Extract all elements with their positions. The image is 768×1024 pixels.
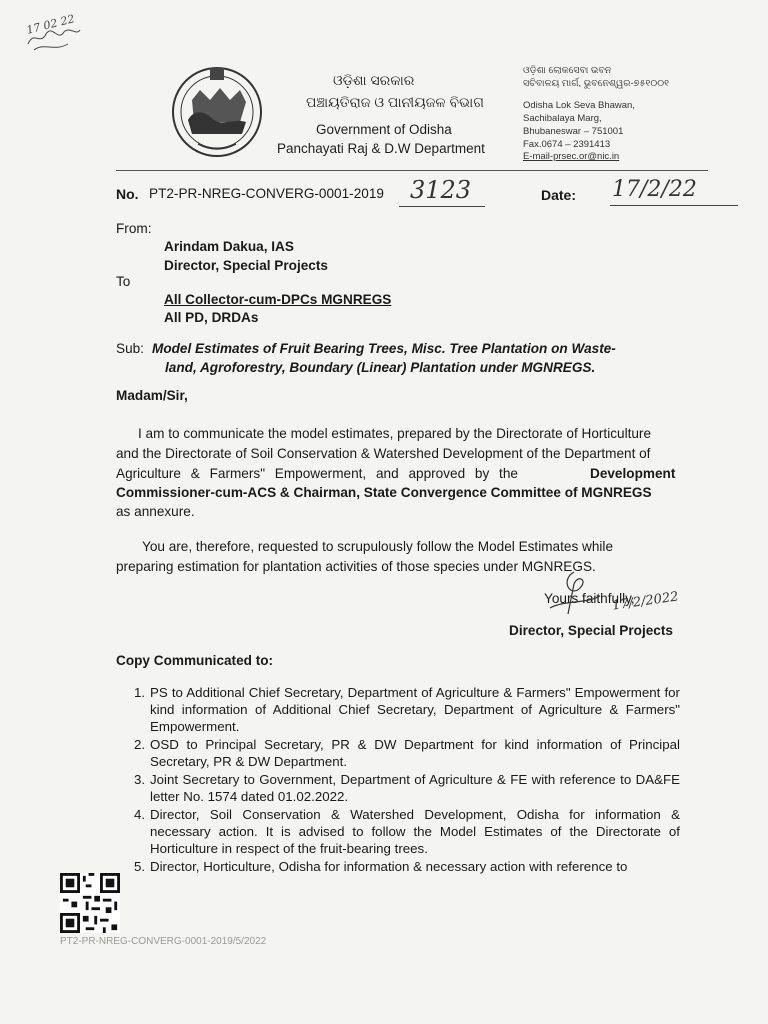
para1-line-1: I am to communicate the model estimates, prepared by the Directorate of Horticulture: [138, 426, 652, 441]
header-odia-line-1: ଓଡ଼ିଶା ସରକାର: [333, 72, 415, 88]
odisha-emblem-icon: [162, 60, 272, 165]
recipient-2: All PD, DRDAs: [164, 310, 259, 325]
address-line-1: Odisha Lok Seva Bhawan,: [523, 100, 635, 111]
email-address: E-mail-prsec.or@nic.in: [523, 151, 620, 162]
date-label: Date:: [541, 187, 577, 203]
para1-bold-development: Development: [590, 466, 676, 481]
copy-heading: Copy Communicated to:: [116, 653, 274, 668]
from-label: From:: [116, 221, 152, 236]
list-item: 5. Director, Horticulture, Odisha for information & necessary action with reference to: [134, 859, 628, 874]
para2-line-2: preparing estimation for plantation activities of those species under MGNREGS.: [116, 559, 596, 574]
initials-scribble: [24, 22, 84, 52]
copy-list: [134, 684, 680, 876]
signature-mark: [530, 570, 620, 620]
para2-line-1: You are, therefore, requested to scrupulously follow the Model Estimates while: [142, 539, 614, 554]
recipient-1: All Collector-cum-DPCs MGNREGS: [164, 292, 392, 307]
sender-title: Director, Special Projects: [164, 258, 328, 273]
letter-no-value: PT2-PR-NREG-CONVERG-0001-2019: [149, 186, 384, 201]
para1-end: as annexure.: [116, 504, 195, 519]
address-line-2: Sachibalaya Marg,: [523, 113, 602, 124]
number-underline: [399, 206, 485, 207]
letter-no-label: No.: [116, 186, 139, 202]
qr-code: [60, 873, 120, 933]
list-item: 1. PS to Additional Chief Secretary, Department of Agriculture & Farmers" Empowerment for kind information of Additional Chief Secretary, Department of Agriculture & Farmers" Empowerment.: [134, 685, 680, 734]
subject-line-1: Model Estimates of Fruit Bearing Trees, Misc. Tree Plantation on Waste-: [152, 341, 616, 356]
to-label: To: [116, 274, 131, 289]
subject-label: Sub:: [116, 341, 144, 356]
header-odia-line-2: ପଞ୍ଚାୟତିରାଜ ଓ ପାନୀୟଜଳ ବିଭାଗ: [306, 94, 484, 110]
address-odia-2: ସଚିବାଳୟ ମାର୍ଗ, ଭୁବନେଶ୍ୱର-୭୫୧୦୦୧: [523, 78, 670, 89]
header-government: Government of Odisha: [316, 122, 452, 137]
address-odia-1: ଓଡ଼ିଶା ଲୋକସେବା ଭବନ: [523, 65, 612, 76]
sender-name: Arindam Dakua, IAS: [164, 239, 294, 254]
header-department: Panchayati Raj & D.W Department: [277, 141, 485, 156]
para1-line-3: Agriculture & Farmers" Empowerment, and approved by the: [116, 466, 518, 481]
address-line-3: Bhubaneswar – 751001: [523, 126, 624, 137]
para1-line-2: and the Directorate of Soil Conservation & Watershed Development of the Department of: [116, 446, 651, 461]
list-item: 4. Director, Soil Conservation & Watershed Development, Odisha for information & necessary action. It is advised to follow the Model Estimates of the Directorate of Horticulture in respect of the fruit-bearing trees.: [134, 807, 680, 856]
subject-line-2: land, Agroforestry, Boundary (Linear) Plantation under MGNREGS.: [165, 360, 596, 375]
signature-date: 17/2/2022: [611, 589, 680, 614]
header-divider: [116, 170, 708, 171]
date-underline: [610, 205, 738, 206]
footer-reference: PT2-PR-NREG-CONVERG-0001-2019/5/2022: [60, 936, 267, 947]
para1-bold-commissioner: Commissioner-cum-ACS & Chairman, State Convergence Committee of MGNREGS: [116, 485, 652, 500]
list-item: 3. Joint Secretary to Government, Department of Agriculture & FE with reference to DA&FE letter No. 1574 dated 01.02.2022.: [134, 772, 680, 804]
fax-number: Fax.0674 – 2391413: [523, 139, 611, 150]
handwritten-number: 3123: [410, 176, 472, 204]
signatory-title: Director, Special Projects: [509, 623, 673, 638]
handwritten-annotation: 17 02 22: [25, 12, 76, 37]
list-item: 2. OSD to Principal Secretary, PR & DW Department for kind information of Principal Secretary, PR & DW Department.: [134, 737, 680, 769]
closing: Yours faithfully,: [544, 591, 635, 606]
handwritten-date: 17/2/22: [612, 177, 697, 202]
salutation: Madam/Sir,: [116, 388, 188, 403]
